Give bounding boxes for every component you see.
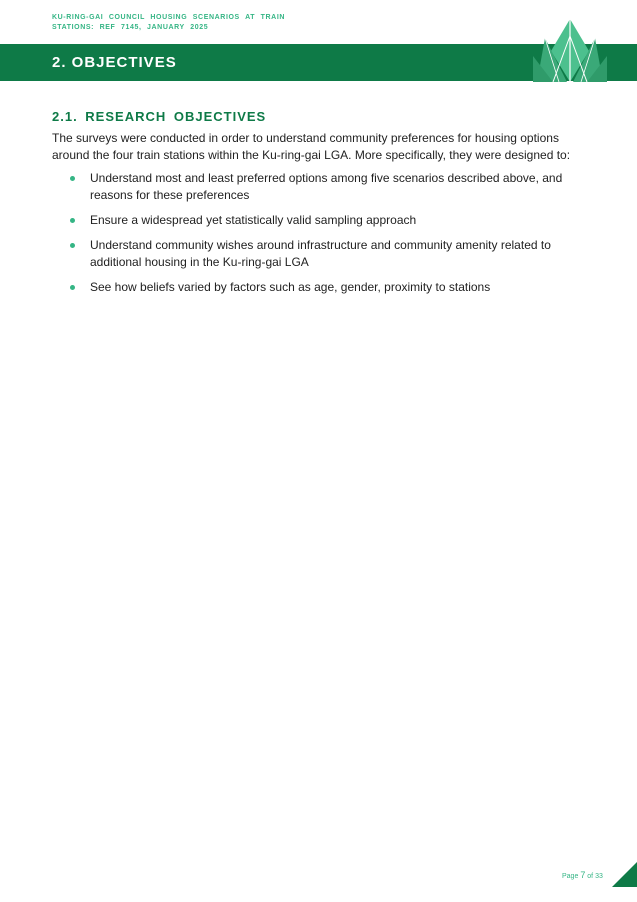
bullet-icon xyxy=(70,285,75,290)
bullet-icon xyxy=(70,243,75,248)
bullet-icon xyxy=(70,218,75,223)
list-item xyxy=(52,212,582,229)
intro-paragraph: The surveys were conducted in order to understand community preferences for housing options around the four train stations within the Ku-ring-gai LGA. More specifically, they were designed to: xyxy=(52,131,571,162)
running-header xyxy=(52,13,285,33)
section-heading: 2.1. RESEARCH OBJECTIVES xyxy=(52,109,267,124)
list-item-text: Understand most and least preferred options among five scenarios described above, and reasons for these preferences xyxy=(90,171,563,202)
list-item xyxy=(52,237,582,271)
bullet-icon xyxy=(70,176,75,181)
page-label: Page xyxy=(562,873,579,880)
list-item xyxy=(52,170,582,204)
list-item-text: Understand community wishes around infrastructure and community amenity related to additional housing in the Ku-ring-gai LGA xyxy=(90,238,551,269)
running-header-line-2: STATIONS: REF 7145, JANUARY 2025 xyxy=(52,24,209,31)
total-pages: 33 xyxy=(595,873,603,880)
chapter-title: 2. OBJECTIVES xyxy=(52,54,177,71)
corner-triangle-icon xyxy=(612,862,637,887)
list-item xyxy=(52,279,582,296)
page-number xyxy=(562,869,603,883)
running-header-line-1: KU-RING-GAI COUNCIL HOUSING SCENARIOS AT TRAIN xyxy=(52,14,286,21)
list-item-text: See how beliefs varied by factors such as age, gender, proximity to stations xyxy=(90,280,491,294)
leaf-peaks-logo-icon xyxy=(533,16,607,82)
of-label: of xyxy=(587,873,594,880)
objectives-list xyxy=(52,170,582,304)
list-item-text: Ensure a widespread yet statistically valid sampling approach xyxy=(90,213,417,227)
current-page: 7 xyxy=(580,870,586,880)
